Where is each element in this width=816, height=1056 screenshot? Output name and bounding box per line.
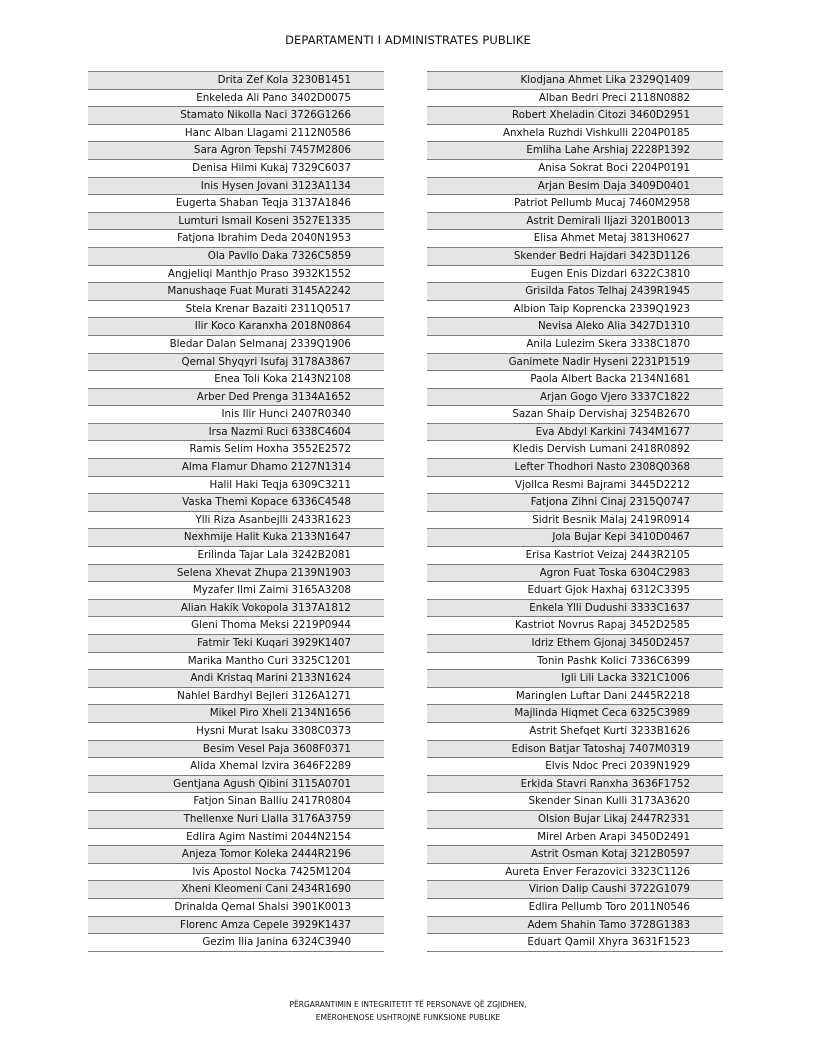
list-row: Majlinda Hiqmet Ceca 6325C3989 [427,705,723,723]
list-row: Eugen Enis Dizdari 6322C3810 [427,266,723,284]
list-row: Emliha Lahe Arshiaj 2228P1392 [427,142,723,160]
right-name-list [427,71,723,952]
list-row: Fatmir Teki Kuqari 3929K1407 [88,635,384,653]
list-row: Inis Ilir Hunci 2407R0340 [88,406,384,424]
list-row: Qemal Shyqyri Isufaj 3178A3867 [88,354,384,372]
list-row: Ganimete Nadir Hyseni 2231P1519 [427,354,723,372]
list-row: Albion Taip Koprencka 2339Q1923 [427,301,723,319]
list-row: Klodjana Ahmet Lika 2329Q1409 [427,72,723,90]
list-row: Arjan Besim Daja 3409D0401 [427,178,723,196]
list-row: Elisa Ahmet Metaj 3813H0627 [427,230,723,248]
list-row: Alma Flamur Dhamo 2127N1314 [88,459,384,477]
list-row: Ylli Riza Asanbejlli 2433R1623 [88,512,384,530]
footer-line-2: EMËROHENOSE USHTROJNË FUNKSIONE PUBLIKE [315,1013,501,1022]
list-row: Kastriot Novrus Rapaj 3452D2585 [427,617,723,635]
list-row: Halil Haki Teqja 6309C3211 [88,477,384,495]
list-row: Sara Agron Tepshi 7457M2806 [88,142,384,160]
list-row: Enkela Ylli Dudushi 3333C1637 [427,600,723,618]
list-row: Robert Xheladin Citozi 3460D2951 [427,107,723,125]
list-row: Olsion Bujar Likaj 2447R2331 [427,811,723,829]
list-row: Skender Bedri Hajdari 3423D1126 [427,248,723,266]
list-row: Virion Dalip Caushi 3722G1079 [427,881,723,899]
list-row: Ilir Koco Karanxha 2018N0864 [88,318,384,336]
list-row: Eduart Gjok Haxhaj 6312C3395 [427,582,723,600]
list-row: Erilinda Tajar Lala 3242B2081 [88,547,384,565]
list-row: Eugerta Shaban Teqja 3137A1846 [88,195,384,213]
list-row: Lumturi Ismail Koseni 3527E1335 [88,213,384,231]
page-title: DEPARTAMENTI I ADMINISTRATES PUBLIKE [285,33,531,47]
list-row: Ola Pavllo Daka 7326C5859 [88,248,384,266]
list-row: Florenc Amza Cepele 3929K1437 [88,917,384,935]
list-row: Edlira Agim Nastimi 2044N2154 [88,829,384,847]
list-row: Eva Abdyl Karkini 7434M1677 [427,424,723,442]
list-row: Erisa Kastriot Veizaj 2443R2105 [427,547,723,565]
list-row: Xheni Kleomeni Cani 2434R1690 [88,881,384,899]
list-row: Edison Batjar Tatoshaj 7407M0319 [427,741,723,759]
list-row: Idriz Ethem Gjonaj 3450D2457 [427,635,723,653]
list-row: Arber Ded Prenga 3134A1652 [88,389,384,407]
list-row: Fatjona Zihni Cinaj 2315Q0747 [427,494,723,512]
list-row: Gezim Ilia Janina 6324C3940 [88,934,384,952]
list-row: Agron Fuat Toska 6304C2983 [427,565,723,583]
page-footer [0,998,816,1024]
list-row: Drita Zef Kola 3230B1451 [88,72,384,90]
list-row: Lefter Thodhori Nasto 2308Q0368 [427,459,723,477]
list-row: Andi Kristaq Marini 2133N1624 [88,670,384,688]
list-row: Erkida Stavri Ranxha 3636F1752 [427,776,723,794]
list-row: Stela Krenar Bazaiti 2311Q0517 [88,301,384,319]
list-row: Eduart Qamil Xhyra 3631F1523 [427,934,723,952]
list-row: Vjollca Resmi Bajrami 3445D2212 [427,477,723,495]
list-row: Igli Lili Lacka 3321C1006 [427,670,723,688]
list-row: Manushaqe Fuat Murati 3145A2242 [88,283,384,301]
list-row: Gentjana Agush Qibini 3115A0701 [88,776,384,794]
list-row: Elvis Ndoc Preci 2039N1929 [427,758,723,776]
list-row: Alida Xhemal Izvira 3646F2289 [88,758,384,776]
list-row: Vaska Themi Kopace 6336C4548 [88,494,384,512]
list-row: Thellenxe Nuri Llalla 3176A3759 [88,811,384,829]
list-row: Selena Xhevat Zhupa 2139N1903 [88,565,384,583]
list-row: Enkeleda Ali Pano 3402D0075 [88,90,384,108]
list-row: Denisa Hilmi Kukaj 7329C6037 [88,160,384,178]
list-row: Astrit Shefqet Kurti 3233B1626 [427,723,723,741]
list-row: Anisa Sokrat Boci 2204P0191 [427,160,723,178]
list-row: Skender Sinan Kulli 3173A3620 [427,793,723,811]
list-row: Maringlen Luftar Dani 2445R2218 [427,688,723,706]
list-row: Hysni Murat Isaku 3308C0373 [88,723,384,741]
list-row: Fatjon Sinan Balliu 2417R0804 [88,793,384,811]
list-row: Aureta Enver Ferazovici 3323C1126 [427,864,723,882]
list-row: Nexhmije Halit Kuka 2133N1647 [88,529,384,547]
list-row: Besim Vesel Paja 3608F0371 [88,741,384,759]
list-row: Patriot Pellumb Mucaj 7460M2958 [427,195,723,213]
list-row: Alian Hakik Vokopola 3137A1812 [88,600,384,618]
list-row: Paola Albert Backa 2134N1681 [427,371,723,389]
list-row: Alban Bedri Preci 2118N0882 [427,90,723,108]
footer-line-1: PËRGARANTIMIN E INTEGRITETIT TË PERSONAVE QË ZGJIDHEN, [289,1000,527,1009]
list-row: Gleni Thoma Meksi 2219P0944 [88,617,384,635]
list-row: Ramis Selim Hoxha 3552E2572 [88,441,384,459]
list-row: Nevisa Aleko Alia 3427D1310 [427,318,723,336]
list-row: Arjan Gogo Vjero 3337C1822 [427,389,723,407]
list-row: Sidrit Besnik Malaj 2419R0914 [427,512,723,530]
list-row: Astrit Demirali Iljazi 3201B0013 [427,213,723,231]
list-row: Astrit Osman Kotaj 3212B0597 [427,846,723,864]
list-row: Sazan Shaip Dervishaj 3254B2670 [427,406,723,424]
list-row: Drinalda Qemal Shalsi 3901K0013 [88,899,384,917]
list-row: Hanc Alban Llagami 2112N0586 [88,125,384,143]
list-row: Nahlel Bardhyl Bejleri 3126A1271 [88,688,384,706]
list-row: Enea Toli Koka 2143N2108 [88,371,384,389]
list-row: Irsa Nazmi Ruci 6338C4604 [88,424,384,442]
list-row: Edlira Pellumb Toro 2011N0546 [427,899,723,917]
list-row: Inis Hysen Jovani 3123A1134 [88,178,384,196]
list-row: Myzafer Ilmi Zaimi 3165A3208 [88,582,384,600]
list-row: Mikel Piro Xheli 2134N1656 [88,705,384,723]
list-row: Bledar Dalan Selmanaj 2339Q1906 [88,336,384,354]
list-row: Tonin Pashk Kolici 7336C6399 [427,653,723,671]
list-row: Kledis Dervish Lumani 2418R0892 [427,441,723,459]
list-row: Adem Shahin Tamo 3728G1383 [427,917,723,935]
left-name-list [88,71,384,952]
list-row: Grisilda Fatos Telhaj 2439R1945 [427,283,723,301]
list-row: Angjeliqi Manthjo Praso 3932K1552 [88,266,384,284]
list-row: Marika Mantho Curi 3325C1201 [88,653,384,671]
list-row: Anila Lulezim Skera 3338C1870 [427,336,723,354]
list-row: Stamato Nikolla Naci 3726G1266 [88,107,384,125]
list-row: Mirel Arben Arapi 3450D2491 [427,829,723,847]
list-row: Jola Bujar Kepi 3410D0467 [427,529,723,547]
list-row: Fatjona Ibrahim Deda 2040N1953 [88,230,384,248]
list-row: Anxhela Ruzhdi Vishkulli 2204P0185 [427,125,723,143]
list-row: Ivis Apostol Nocka 7425M1204 [88,864,384,882]
list-row: Anjeza Tomor Koleka 2444R2196 [88,846,384,864]
